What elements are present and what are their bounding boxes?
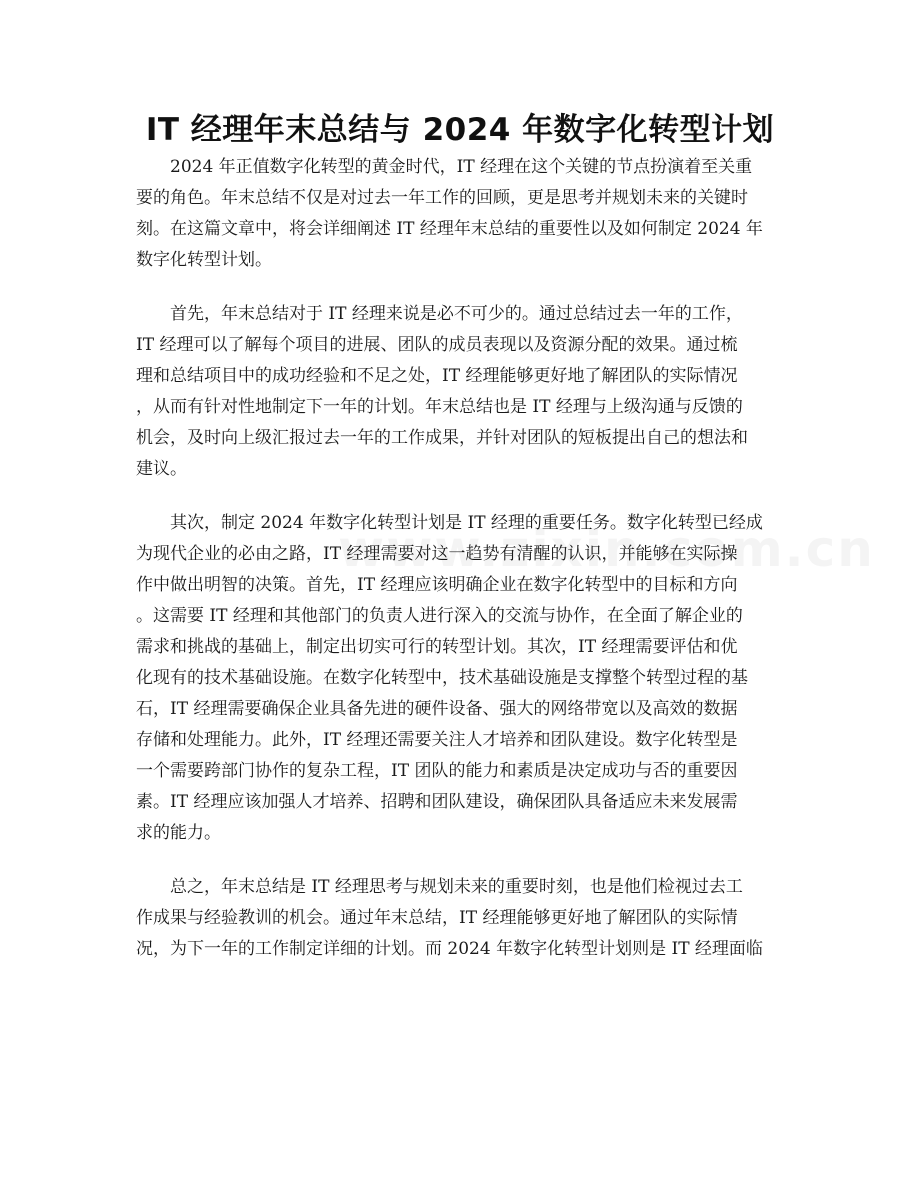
document-title: IT 经理年末总结与 2024 年数字化转型计划 xyxy=(145,112,775,148)
text-line: 作中做出明智的决策。首先，IT 经理应该明确企业在数字化转型中的目标和方向 xyxy=(136,575,738,595)
text-line: ，从而有针对性地制定下一年的计划。年末总结也是 IT 经理与上级沟通与反馈的 xyxy=(136,397,743,417)
paragraph xyxy=(136,299,786,485)
text-line: 建议。 xyxy=(136,459,187,479)
text-line: 存储和处理能力。此外，IT 经理还需要关注人才培养和团队建设。数字化转型是 xyxy=(136,730,738,750)
paragraph xyxy=(136,872,786,965)
text-line: 一个需要跨部门协作的复杂工程，IT 团队的能力和素质是决定成功与否的重要因 xyxy=(136,761,738,781)
text-line: 总之，年末总结是 IT 经理思考与规划未来的重要时刻，也是他们检视过去工 xyxy=(170,877,743,897)
text-line: 要的角色。年末总结不仅是对过去一年工作的回顾，更是思考并规划未来的关键时 xyxy=(136,188,748,208)
document-body xyxy=(136,152,786,988)
text-line: 其次，制定 2024 年数字化转型计划是 IT 经理的重要任务。数字化转型已经成 xyxy=(170,513,763,533)
paragraph xyxy=(136,508,786,849)
text-line: 素。IT 经理应该加强人才培养、招聘和团队建设，确保团队具备适应未来发展需 xyxy=(136,792,738,812)
text-line: 为现代企业的必由之路，IT 经理需要对这一趋势有清醒的认识，并能够在实际操 xyxy=(136,544,738,564)
text-line: 机会，及时向上级汇报过去一年的工作成果，并针对团队的短板提出自己的想法和 xyxy=(136,428,748,448)
text-line: 况，为下一年的工作制定详细的计划。而 2024 年数字化转型计划则是 IT 经理面临 xyxy=(136,939,763,959)
text-line: 理和总结项目中的成功经验和不足之处，IT 经理能够更好地了解团队的实际情况 xyxy=(136,366,738,386)
text-line: 首先，年末总结对于 IT 经理来说是必不可少的。通过总结过去一年的工作， xyxy=(170,304,743,324)
text-line: 需求和挑战的基础上，制定出切实可行的转型计划。其次，IT 经理需要评估和优 xyxy=(136,637,738,657)
text-line: 数字化转型计划。 xyxy=(136,250,272,270)
text-line: 作成果与经验教训的机会。通过年末总结，IT 经理能够更好地了解团队的实际情 xyxy=(136,908,738,928)
text-line: 石，IT 经理需要确保企业具备先进的硬件设备、强大的网络带宽以及高效的数据 xyxy=(136,699,738,719)
text-line: 求的能力。 xyxy=(136,823,221,843)
text-line: 2024 年正值数字化转型的黄金时代，IT 经理在这个关键的节点扮演着至关重 xyxy=(170,157,753,177)
text-line: IT 经理可以了解每个项目的进展、团队的成员表现以及资源分配的效果。通过梳 xyxy=(136,335,738,355)
text-line: 刻。在这篇文章中，将会详细阐述 IT 经理年末总结的重要性以及如何制定 2024 年 xyxy=(136,219,763,239)
text-line: 。这需要 IT 经理和其他部门的负责人进行深入的交流与协作，在全面了解企业的 xyxy=(136,606,743,626)
text-line: 化现有的技术基础设施。在数字化转型中，技术基础设施是支撑整个转型过程的基 xyxy=(136,668,748,688)
paragraph xyxy=(136,152,786,276)
